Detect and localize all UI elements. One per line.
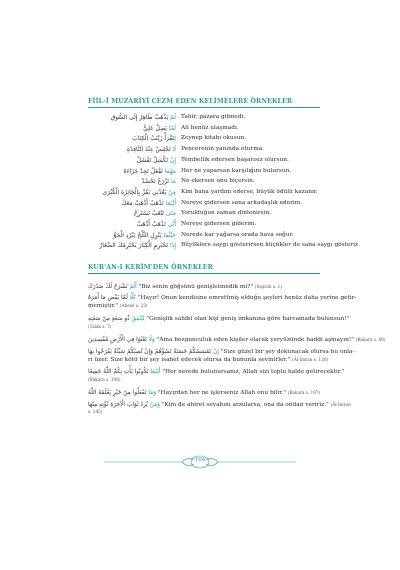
example-row: [0, 178, 400, 189]
example-row: [0, 157, 400, 168]
verse-translation: "Ama bozgunculuk eden kişiler olarak yeryüzünde haddi aşmayın!": [154, 337, 356, 343]
arabic-verse: [88, 284, 137, 290]
jussive-particle: أَيْنَمَا: [165, 199, 176, 207]
arabic-verse: [88, 390, 156, 396]
verse-reference: (Bakara s. 197): [287, 390, 321, 395]
verse-reference: (Talak s. 7): [88, 324, 112, 329]
arabic-verse: [88, 369, 161, 375]
arabic-example: [102, 189, 176, 196]
jussive-particle: حَيْثُمَا: [163, 231, 176, 239]
example-row: [0, 146, 400, 157]
verse-translation: rı üzer. Size kötü bir şey isabet edecek olursa da bununla sevinirler.": [88, 357, 293, 363]
arabic-example: [124, 168, 177, 175]
example-row: [0, 200, 400, 211]
jussive-particle: مَتَى: [165, 210, 176, 218]
arabic-verse: [88, 295, 136, 301]
quran-line: [88, 302, 322, 310]
quran-line: [88, 369, 345, 376]
arabic-example: [142, 178, 176, 185]
arabic-phrase: تَقْرَأْ زَيْنَبُ الْكِتَابَ: [132, 135, 175, 143]
arabic-phrase: تَمْسَسْكُمْ حَسَنَةٌ تَسُؤْهُمْ وَإِنْ تُصِبْكُمْ سَيِّئَةٌ يَفْرَحُوا بِهَا: [88, 349, 213, 355]
jussive-particle: إِنْ: [169, 156, 176, 164]
arabic-phrase: تَزْرَعْ تَحْصُدْ: [141, 178, 171, 186]
arabic-example: [110, 114, 176, 121]
translation: Nereye gidersen sana arkadaşlık ederim.: [181, 199, 303, 206]
jussive-particle: مَا: [170, 178, 176, 186]
arabic-phrase: تَذْهَبْ أَذْهَبْ مَعَكَ: [121, 199, 166, 207]
quran-line: [88, 336, 386, 344]
example-row: [0, 114, 400, 125]
jussive-particle: مَنْ: [168, 188, 176, 196]
quran-line: [88, 323, 322, 331]
example-row: [0, 210, 400, 221]
section-heading-jussive: FİİL-İ MUZARİYİ CEZM EDEN KELİMELERE ÖRNEKLER: [88, 98, 293, 105]
arabic-verse: [88, 316, 145, 322]
example-row: [0, 168, 400, 179]
arabic-example: [121, 200, 176, 207]
arabic-example: [137, 157, 176, 164]
arabic-phrase: ذُو سَعَةٍ مِنْ سَعَتِهِ: [88, 316, 132, 322]
verse-translation: "Kim de ahiret sevabını arzularsa, ona da ondan veririz.": [159, 402, 331, 408]
verse-reference: (İnşirah s. 1): [254, 284, 282, 289]
arabic-phrase: يَذْهَبْ طَاهِرٌ إِلَى السُّوقِ: [110, 114, 171, 121]
translation: Nereye gidersen giderim.: [181, 221, 257, 227]
arabic-example: [132, 135, 176, 142]
verse-translation: "Size güzel bir şey dokunacak olursa bu onla-: [218, 349, 355, 355]
arabic-phrase: نَشْرَحْ لَكَ صَدْرَكَ: [88, 284, 130, 290]
arabic-phrase: تَكُونُوا يَأْتِ بِكُمُ اللَّهُ جَمِيعًا: [88, 369, 151, 375]
jussive-particle: أَيْنَمَا: [150, 369, 161, 375]
arabic-example: [137, 221, 176, 228]
translation: Yorulduğun zaman dinlenirsin.: [181, 210, 272, 217]
verse-translation: memiştir.": [88, 303, 120, 309]
quran-line: [88, 356, 329, 364]
quran-line: [88, 349, 355, 356]
verse-translation: "Her nerede bulunursanız, Allah sizi toplu halde getirecektir.": [160, 369, 345, 375]
arabic-phrase: يَنْزِلِ الثَّلْجُ يَبْرُدِ الْجَوُّ: [113, 231, 164, 239]
arabic-phrase: تَكْسَلْ تَفْشَلْ: [136, 156, 170, 164]
arabic-phrase: تَعْثَوْا فِي الْأَرْضِ مُفْسِدِينَ: [88, 337, 149, 343]
quran-line: [88, 283, 322, 291]
verse-reference: (Bakara s. 148): [88, 377, 121, 382]
arabic-phrase: لَمَّا يَقْضِ مَا أَمَرَهُ: [88, 295, 130, 301]
section-heading-quran: KUR'AN-I KERÎM'DEN ÖRNEKLER: [88, 264, 213, 271]
example-row: [0, 125, 400, 136]
translation: Ne ekersen onu biçersin.: [181, 178, 255, 185]
arabic-phrase: تَجْلِسْ عِنْدَ النَّافِذَةِ: [126, 146, 173, 154]
page-number: 104: [194, 457, 206, 463]
verse-translation: "Hayır! Onun kendisine emrettmiş olduğu şeyleri henüz daha yerine getir-: [135, 295, 357, 301]
verse-reference: (Abese s. 23): [119, 303, 148, 308]
arabic-phrase: تَذْهَبْ أَذْهَبْ: [136, 221, 168, 228]
arabic-example: [113, 232, 176, 239]
arabic-phrase: تَتْعَبْ تَسْتَرِحْ: [133, 210, 166, 218]
verse-reference: s. 145): [88, 409, 103, 414]
arabic-phrase: يَعُدْنِي يَفُزْ بِالْجَائِزَةِ الْكُبْرَى: [102, 188, 169, 196]
example-row: [0, 232, 400, 243]
arabic-example: [127, 146, 176, 153]
jussive-particle: لِيُنْفِقْ: [131, 316, 145, 322]
translation: Pencerenin yanında oturma.: [181, 146, 265, 153]
verse-reference: (Bakara s. 60): [355, 337, 386, 342]
translation: Tembellik edersen başarısız olursun.: [181, 156, 289, 163]
arabic-phrase: تَفْعَلُوا مِنْ خَيْرٍ يَعْلَمْهُ اللَّهُ: [88, 390, 149, 396]
jussive-particle: مَهْمَا: [164, 167, 176, 175]
jussive-particle: أَنَّى: [167, 221, 176, 228]
arabic-phrase: يَصِلْ عَلِيٌّ: [143, 124, 169, 132]
example-row: [0, 135, 400, 146]
translation: Kim bana yardım ederse, büyük ödülü kazanır.: [181, 188, 318, 195]
arabic-example: [134, 210, 176, 217]
jussive-particle: لِ: [174, 135, 176, 143]
arabic-phrase: تَفْعَلْ تَجِدْ جَزَاءَهُ: [123, 167, 165, 175]
jussive-particle: إِنْ: [212, 349, 219, 355]
arabic-example: [143, 125, 176, 132]
jussive-particle: لَمَّا: [168, 124, 176, 132]
jussive-particle: وَلَا: [148, 337, 155, 343]
translation: Ali henüz ulaşmadı.: [181, 124, 239, 131]
jussive-particle: كَلَّا: [129, 295, 136, 301]
arabic-example: [99, 242, 176, 249]
translation: Tahir, pazara gitmedi.: [181, 114, 246, 120]
verse-reference: (Âl-İmran s. 120): [292, 357, 329, 362]
quran-line: [88, 389, 322, 397]
jussive-particle: لَمْ: [170, 114, 176, 121]
translation: Her ne yaparsan karşılığını bulursun.: [181, 167, 292, 174]
example-row: [0, 242, 400, 253]
arabic-verse: [88, 349, 219, 355]
jussive-particle: أَلَمْ: [129, 284, 137, 290]
quran-line: [88, 376, 322, 384]
jussive-particle: وَمَا: [148, 390, 156, 396]
translation: Zeynep kitabı okusun.: [181, 135, 247, 142]
jussive-particle: لَا: [172, 146, 176, 154]
jussive-particle: وَمَنْ: [149, 402, 160, 408]
quran-line: [88, 295, 357, 302]
heading-divider: [88, 107, 320, 108]
translation: Nerede kar yağarsa orada hava soğur.: [181, 231, 294, 238]
jussive-particle: إِذَا: [169, 242, 176, 250]
example-row: [0, 189, 400, 200]
arabic-phrase: تَحْتَرِمِ الْكِبَارَ يَحْتَرِمْكَ الصِّغَارُ: [99, 242, 170, 250]
example-row: [0, 221, 400, 232]
translation: Büyüklere saygı gösterirsen küçükler de sana saygı gösteriz.: [181, 242, 360, 249]
verse-translation: "Hayırdan her ne işlerseniz Allah onu bilir.": [156, 390, 288, 396]
heading-divider: [88, 273, 320, 274]
quran-line: [88, 316, 350, 323]
arabic-phrase: يُرِدْ ثَوَابَ الْآخِرَةِ نُؤْتِهِ مِنْهَا: [88, 402, 150, 408]
quran-line: [88, 408, 322, 416]
verse-translation: "Biz senin göğsünü genişletmedik mi?": [136, 284, 255, 290]
verse-reference: (Âl-İmran: [330, 402, 351, 407]
verse-translation: "Genişlik sahibi olan kişi geniş imkanına göre harcamada bulunsun!": [144, 316, 350, 322]
arabic-verse: [88, 337, 155, 343]
